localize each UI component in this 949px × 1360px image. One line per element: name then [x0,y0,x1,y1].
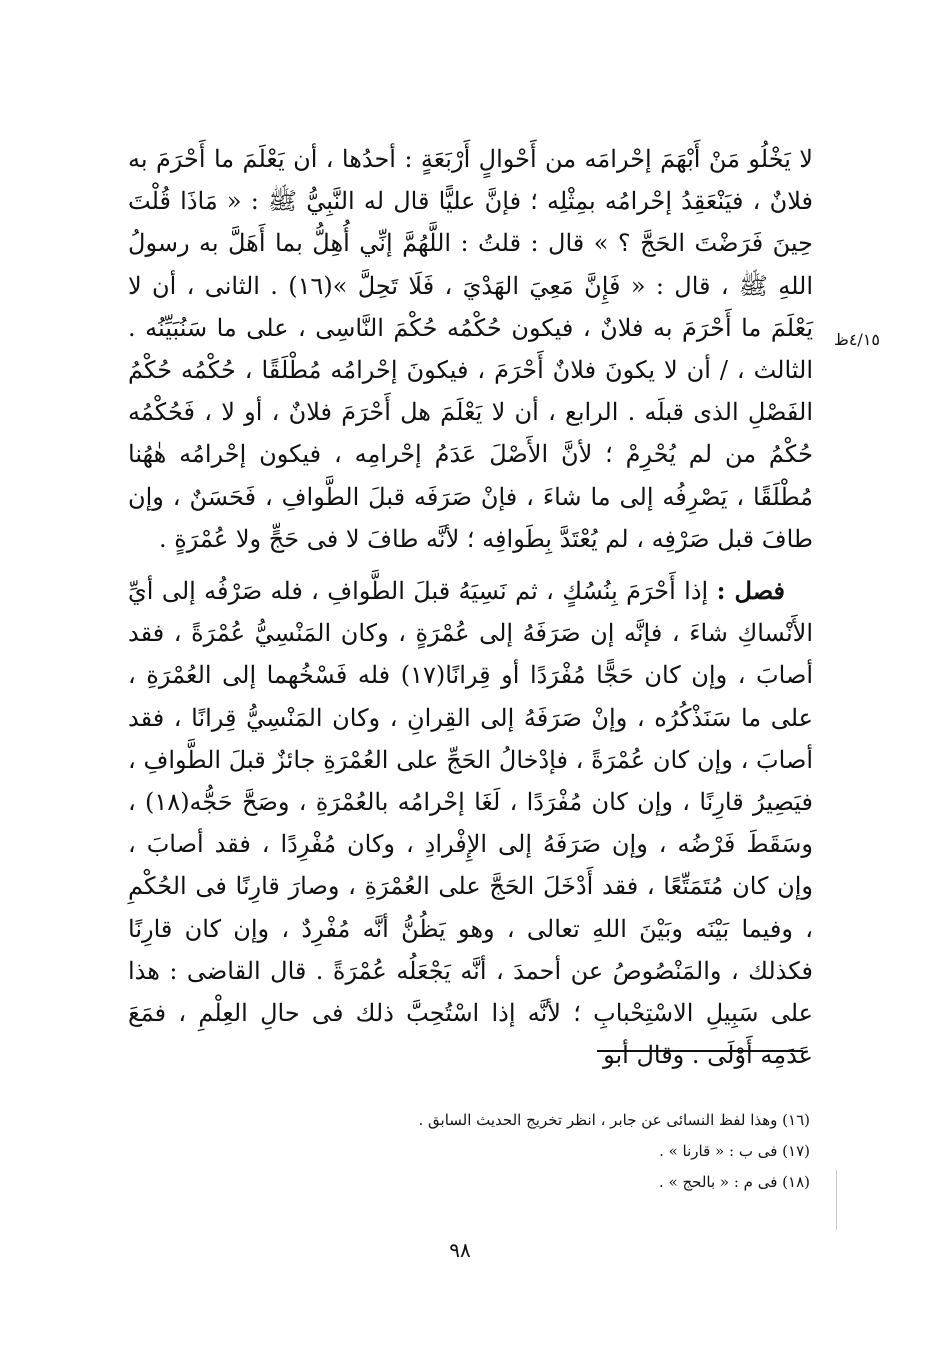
section-heading-fasl: فصل : [716,576,785,606]
page-number: ٩٨ [449,1238,471,1262]
footnotes [300,1105,810,1198]
paragraph-2 [128,570,813,1076]
main-text [128,138,813,1076]
footnote-separator [597,1050,803,1052]
paragraph-2-text: إذا أَحْرَمَ بِنُسُكٍ ، ثم نَسِيَهُ قبلَ الطَّوافِ ، فله صَرْفُه إلى أيِّ الأَنْساكِ شاءَ ، فإنَّه إن صَرَفَهُ إلى عُمْرَةٍ ، وكان المَنْسِيُّ عُمْرَةً ، فقد أصابَ ، وإن كان حَجًّا مُفْرَدًا أو قِرانًا(١٧) فله فَسْخُهما إلى العُمْرَةِ ، على ما سَنَذْكُرُه ، وإنْ صَرَفَهُ إلى القِرانِ ، وكان المَنْسِيُّ قِرانًا ، فقد أصابَ ، وإن كان عُمْرَةً ، فإدْخالُ الحَجِّ على العُمْرَةِ جائزٌ قبلَ الطَّوافِ ، فيَصِيرُ قارِنًا ، وإن كان مُفْرَدًا ، لَغَا إحْرامُه بالعُمْرَةِ ، وصَحَّ حَجُّه(١٨) ، وسَقَطَ فَرْضُه ، وإن صَرَفَهُ إلى الإِفْرادِ ، وكان مُفْرِدًا ، فقد أصابَ ، وإن كان مُتَمَتِّعًا ، فقد أَدْخَلَ الحَجَّ على العُمْرَةِ ، وصارَ قارِنًا فى الحُكْمِ ، وفيما بَيْنَه وبَيْنَ اللهِ تعالى ، وهو يَظُنُّ أنَّه مُفْرِدٌ ، وإن كان قارِنًا فكذلك ، والمَنْصُوصُ عن أحمدَ ، أنَّه يَجْعَلُه عُمْرَةً . قال القاضى : هذا على سَبِيلِ الاسْتِحْبابِ ؛ لأنَّه إذا اسْتُحِبَّ ذلك فى حالِ العِلْمِ ، فمَعَ عَدَمِه أَوْلَى . وقال أبو [128,577,814,1070]
footnote-16: (١٦) وهذا لفظ النسائى عن جابر ، انظر تخريج الحديث السابق . [418,1111,810,1129]
footnote-17: (١٧) فى ب : « قارنا » . [659,1142,810,1160]
footnote-18: (١٨) فى م : « بالحج » . [658,1173,810,1191]
scan-artifact-line [836,1170,837,1230]
manuscript-folio-reference: ٤/١٥ظ [834,330,880,349]
paragraph-1: لا يَخْلُو مَنْ أَبْهَمَ إحْرامَه من أَحْوالٍ أَرْبَعَةٍ : أحدُها ، أن يَعْلَمَ ما أَحْرَمَ به فلانٌ ، فيَنْعَقِدُ إحْرامُه بمِثْلِه ؛ فإنَّ عليًّا قال له النَّبِيُّ ﷺ : « مَاذَا قُلْتَ حِينَ فَرَضْتَ الحَجَّ ؟ » قال : قلتُ : اللَّهُمَّ إنِّي أُهِلُّ بما أَهَلَّ به رسولُ اللهِ ﷺ ، قال : « فَإِنَّ مَعِيَ الهَدْيَ ، فَلَا تَحِلَّ »(١٦) . الثانى ، أن لا يَعْلَمَ ما أَحْرَمَ به فلانٌ ، فيكون حُكْمُه حُكْمَ النَّاسِى ، على ما سَنُبَيِّنُه . الثالث ، / أن لا يكونَ فلانٌ أَحْرَمَ ، فيكونَ إحْرامُه مُطْلَقًا ، حُكْمُه حُكْمُ الفَصْلِ الذى قبلَه . الرابع ، أن لا يَعْلَمَ هل أَحْرَمَ فلانٌ ، أو لا ، فَحُكْمُه حُكْمُ من لم يُحْرِمْ ؛ لأنَّ الأَصْلَ عَدَمُ إحْرامِه ، فيكون إحْرامُه هٰهُنا مُطْلَقًا ، يَصْرِفُه إلى ما شاءَ ، فإنْ صَرَفَه قبلَ الطَّوافِ ، فَحَسَنٌ ، وإن طافَ قبل صَرْفِه ، لم يُعْتَدَّ بِطَوافِه ؛ لأنَّه طافَ لا فى حَجٍّ ولا عُمْرَةٍ . [128,145,814,553]
